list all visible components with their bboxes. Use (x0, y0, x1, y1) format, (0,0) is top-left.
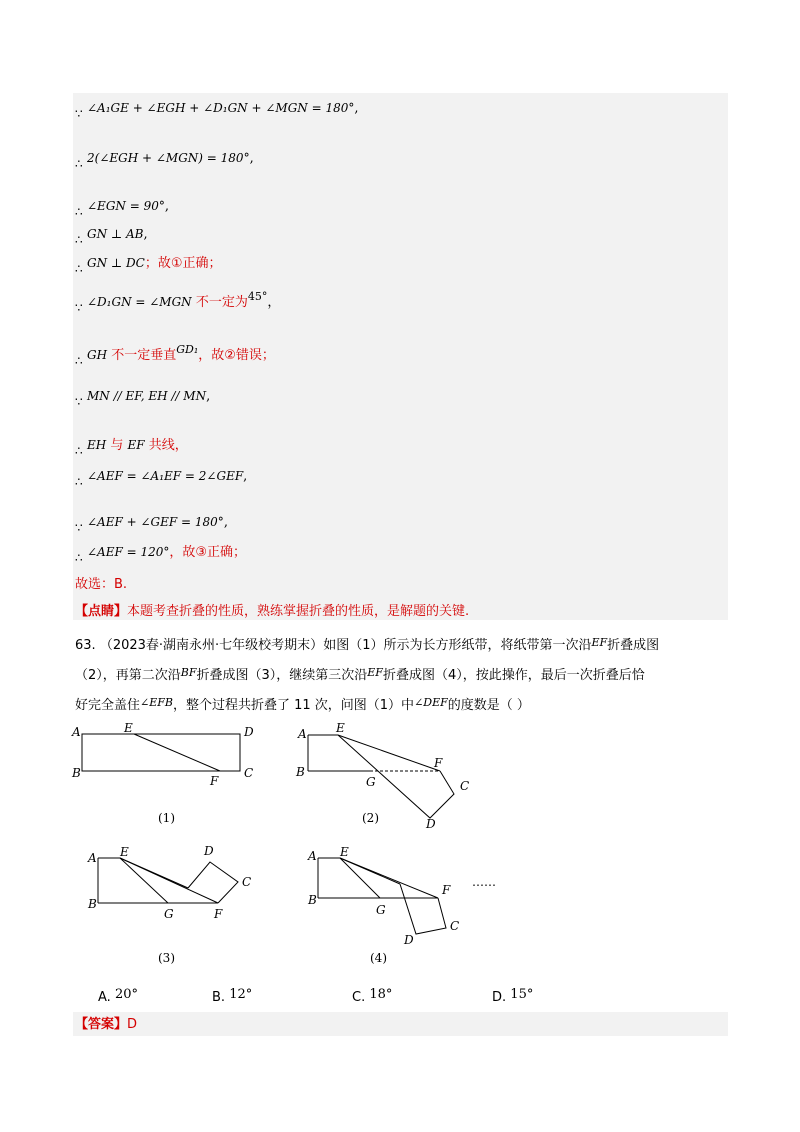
folded-edge (340, 858, 400, 884)
equation: GN ⊥ DC (87, 256, 145, 270)
solution-line-10: ∴ ∠AEF = ∠A₁EF = 2∠GEF, (75, 469, 248, 489)
fold-line-eg (340, 858, 380, 898)
equation: ∠A₁GE + ∠EGH + ∠D₁GN + ∠MGN = 180° (87, 101, 355, 115)
label-b: B (72, 766, 81, 780)
solution-line-2: ∴ 2(∠EGH + ∠MGN) = 180°, (75, 151, 254, 171)
caption: (4) (370, 951, 387, 965)
option-a[interactable]: A. 20° (98, 987, 138, 1005)
solution-line-12: ∴ ∠AEF = 120°，故③正确； (75, 545, 247, 565)
label-f: F (210, 774, 219, 788)
equation: GN ⊥ AB (87, 227, 144, 241)
option-d[interactable]: D. 15° (492, 987, 534, 1005)
equation: ∠D₁GN = ∠MGN (87, 295, 192, 309)
question-line-1: 63. （2023春·湖南永州·七年级校考期末）如图（1）所示为长方形纸带，将纸带第一次沿$^{EF}$折叠成图 (75, 636, 660, 653)
figure-2 (290, 720, 490, 840)
label-a: A (308, 849, 317, 863)
label-a: A (72, 725, 81, 739)
solution-line-6: ∵ ∠D₁GN = ∠MGN 不一定为$^{45^\circ}$， (75, 290, 281, 315)
label-g: G (366, 775, 376, 789)
fold-line-ef (338, 735, 440, 771)
solution-line-9: ∴ EH 与 EF 共线， (75, 438, 188, 458)
option-c[interactable]: C. 18° (352, 987, 393, 1005)
solution-line-3: ∴ ∠EGN = 90°, (75, 199, 169, 219)
label-e: E (120, 845, 129, 859)
caption: (3) (158, 951, 175, 965)
label-f: F (434, 756, 443, 770)
equation: 2(∠EGH + ∠MGN) = 180° (87, 151, 250, 165)
question-line-3: 好完全盖住$^{\angle EFB}$，整个过程共折叠了 11 次，问图（1）中$^{\angle DEF}$的度数是（ ） (75, 696, 530, 713)
label-d: D (244, 725, 254, 739)
label-d: D (204, 844, 214, 858)
equation: ∠AEF + ∠GEF = 180° (87, 515, 224, 529)
folded-edge (120, 858, 188, 888)
label-d: D (404, 933, 414, 947)
label-a: A (88, 851, 97, 865)
fold-line-eg (120, 858, 168, 903)
question-source: （2023春·湖南永州·七年级校考期末） (99, 638, 324, 653)
solution-line-1: ∵ ∠A₁GE + ∠EGH + ∠D₁GN + ∠MGN = 180°, (75, 101, 359, 121)
label-c: C (450, 919, 460, 933)
ellipsis: …… (472, 875, 496, 889)
question-number: 63. (75, 638, 96, 653)
label-c: C (244, 766, 254, 780)
tip-line: 【点睛】本题考查折叠的性质，熟练掌握折叠的性质，是解题的关键. (75, 604, 470, 619)
solution-line-7: ∴ GH 不一定垂直$^{GD_1}$，故②错误； (75, 343, 275, 368)
label-c: C (460, 779, 470, 793)
label-a: A (298, 727, 307, 741)
label-e: E (336, 721, 345, 735)
label-d: D (426, 817, 436, 831)
figure-1 (60, 720, 280, 830)
label-f: F (442, 883, 451, 897)
folded-flap (188, 862, 238, 903)
label-e: E (124, 721, 133, 735)
label-b: B (308, 893, 317, 907)
caption: (2) (362, 811, 379, 825)
label-b: B (88, 897, 97, 911)
figure-4 (300, 840, 520, 970)
label-e: E (340, 845, 349, 859)
strip-rectangle (82, 734, 240, 771)
solution-line-11: ∵ ∠AEF + ∠GEF = 180°, (75, 515, 228, 535)
equation: ∠AEF = 120° (87, 545, 170, 559)
solution-line-5: ∴ GN ⊥ DC；故①正确； (75, 256, 222, 276)
label-c: C (242, 875, 252, 889)
folded-flap (338, 735, 454, 818)
equation: EH (87, 438, 107, 452)
caption: (1) (158, 811, 175, 825)
label-f: F (214, 907, 223, 921)
option-b[interactable]: B. 12° (212, 987, 253, 1005)
answer-panel (73, 1012, 728, 1036)
solution-choice: 故选：B. (75, 577, 128, 592)
solution-line-8: ∵ MN // EF, EH // MN, (75, 389, 211, 409)
label-g: G (376, 903, 386, 917)
answer-line: 【答案】D (75, 1017, 138, 1032)
label-b: B (296, 765, 305, 779)
solution-line-4: ∴ GN ⊥ AB, (75, 227, 148, 247)
figure-3 (80, 840, 280, 970)
equation: MN // EF, EH // MN (87, 389, 207, 403)
fold-line-ef (134, 734, 220, 771)
equation: ∠AEF = ∠A₁EF = 2∠GEF (87, 469, 244, 483)
question-line-2: （2），再第二次沿$^{BF}$折叠成图（3），继续第三次沿$^{EF}$折叠成图（4），按此操作，最后一次折叠后恰 (75, 666, 645, 683)
equation: ∠EGN = 90° (87, 199, 165, 213)
equation: GH (87, 348, 108, 362)
label-g: G (164, 907, 174, 921)
